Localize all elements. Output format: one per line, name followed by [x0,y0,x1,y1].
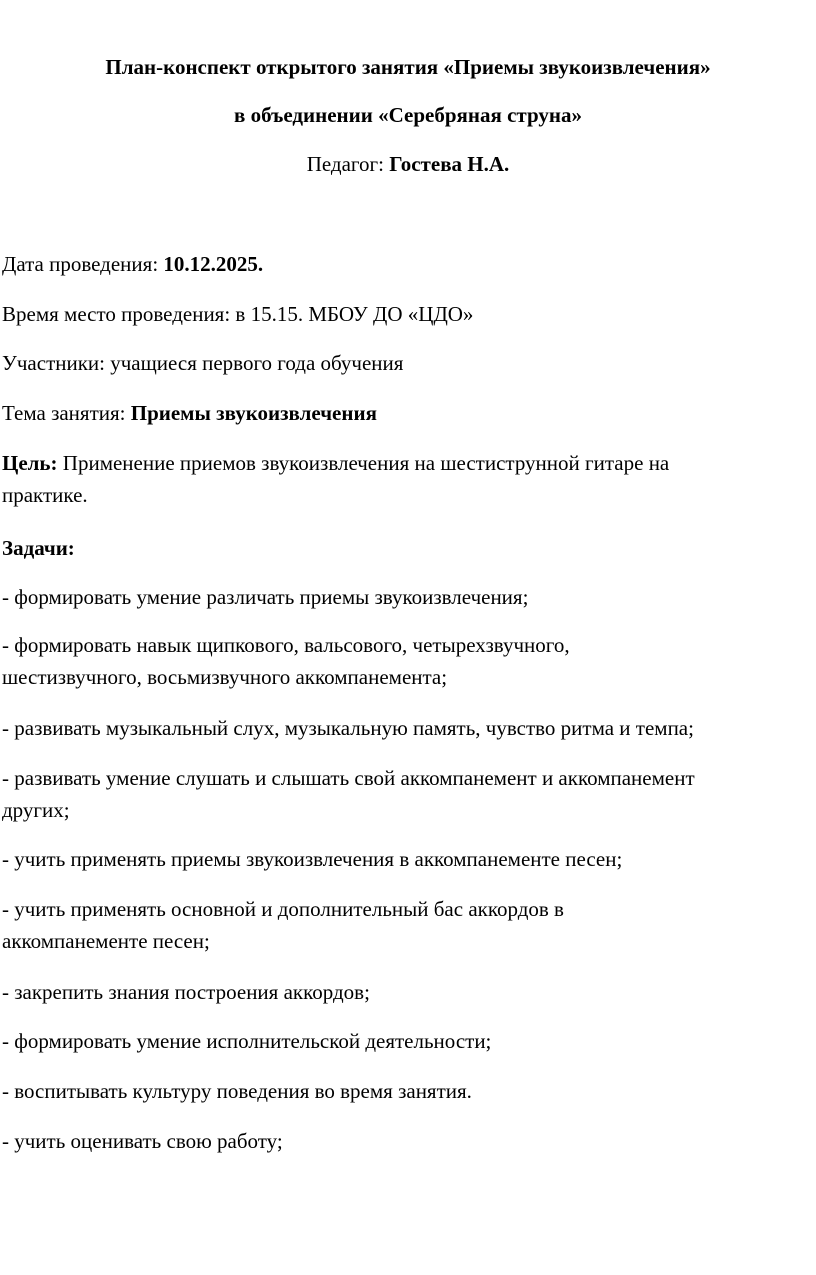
teacher-name: Гостева Н.А. [389,152,510,176]
tasks-heading: Задачи: [2,536,75,560]
topic-label: Тема занятия: [2,401,131,425]
title-line-1: План-конспект открытого занятия «Приемы звукоизвлечения» [105,55,711,79]
task-item-4-line-1: - развивать умение слушать и слышать свой аккомпанемент и аккомпанемент [2,766,695,790]
goal-text-1: Применение приемов звукоизвлечения на шестиструнной гитаре на [57,451,670,475]
task-item-3: - развивать музыкальный слух, музыкальную память, чувство ритма и темпа; [2,716,694,740]
date-value: 10.12.2025. [163,252,264,276]
topic-line [2,400,377,426]
task-item-2-line-2: шестизвучного, восьмизвучного аккомпанемента; [2,665,448,689]
topic-value: Приемы звукоизвлечения [130,401,377,425]
task-item-8: - формировать умение исполнительской деятельности; [2,1029,492,1053]
goal-line-1 [2,450,669,476]
task-item-5: - учить применять приемы звукоизвлечения в аккомпанементе песен; [2,847,623,871]
task-item-1: - формировать умение различать приемы звукоизвлечения; [2,585,529,609]
title-line-2: в объединении «Серебряная струна» [234,103,582,127]
task-item-9: - воспитывать культуру поведения во время занятия. [2,1079,472,1103]
teacher-line [0,151,816,177]
teacher-label: Педагог: [306,152,390,176]
task-item-6-line-2: аккомпанементе песен; [2,929,210,953]
goal-line-2: практике. [2,483,88,507]
time-place-line: Время место проведения: в 15.15. МБОУ ДО «ЦДО» [2,302,474,326]
task-item-7: - закрепить знания построения аккордов; [2,980,370,1004]
task-item-4-line-2: других; [2,798,70,822]
task-item-10: - учить оценивать свою работу; [2,1129,283,1153]
goal-label: Цель: [2,451,58,475]
date-label: Дата проведения: [2,252,164,276]
task-item-2-line-1: - формировать навык щипкового, вальсового, четырехзвучного, [2,633,570,657]
date-line [2,251,263,277]
task-item-6-line-1: - учить применять основной и дополнительный бас аккордов в [2,897,564,921]
participants-line: Участники: учащиеся первого года обучения [2,351,404,375]
